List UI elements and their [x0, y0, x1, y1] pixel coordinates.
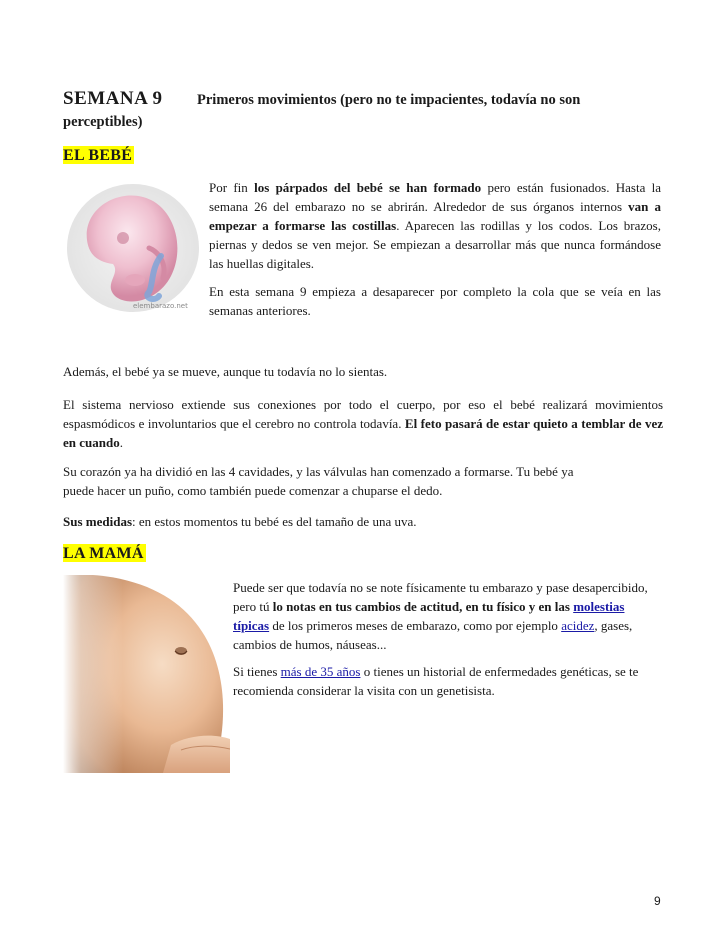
- acidez-link[interactable]: acidez: [561, 618, 595, 633]
- body-paragraph-heart: Su corazón ya ha dividió en las 4 cavidades, y las válvulas han comenzado a formarse. Tu bebé ya puede hacer un puño, como también puede comenzar a chuparse el dedo.: [63, 464, 574, 498]
- mom-paragraph-1: Puede ser que todavía no se note físicamente tu embarazo y pase desapercibido, pero tú lo notas en tus cambios de actitud, en tu físico y en las molestias típicas de los primeros meses de embarazo, como por ejemplo acidez, gases, cambios de humos, náuseas...: [233, 580, 648, 652]
- baby-section-heading: EL BEBÉ: [63, 147, 133, 164]
- week-subtitle: Primeros movimientos (pero no te impacientes, todavía no son: [197, 92, 581, 108]
- body-paragraph-movement: Además, el bebé ya se mueve, aunque tu todavía no lo sientas.: [63, 364, 388, 379]
- pregnant-belly-photo: [63, 575, 230, 773]
- page-number: 9: [654, 894, 661, 908]
- week-title: SEMANA 9: [63, 88, 163, 109]
- mom-paragraph-2: Si tienes más de 35 años o tienes un historial de enfermedades genéticas, se te recomienda considerar la visita con un genetisista.: [233, 664, 639, 698]
- body-paragraph-nervous-system: El sistema nervioso extiende sus conexiones por todo el cuerpo, por eso el bebé realizará movimientos espasmódicos e involuntarios que el cerebro no controla todavía. El feto pasará de estar quieto a temblar de vez en cuando.: [63, 397, 663, 450]
- week-subtitle-continued: perceptibles): [63, 114, 143, 130]
- mas-de-35-anos-link[interactable]: más de 35 años: [280, 664, 361, 679]
- molestias-tipicas-link[interactable]: molestias típicas: [233, 599, 625, 633]
- baby-paragraph-2: En esta semana 9 empieza a desaparecer por completo la cola que se veía en las semanas anteriores.: [209, 284, 661, 318]
- mom-section-heading: LA MAMÁ: [63, 545, 144, 562]
- svg-text:elembarazo.net: elembarazo.net: [133, 302, 188, 310]
- baby-paragraph-1: Por fin los párpados del bebé se han formado pero están fusionados. Hasta la semana 26 del embarazo no se abrirán. Alrededor de sus órganos internos van a empezar a formarse las costillas. Aparecen las rodillas y los codos. Los brazos, piernas y dedos se ven mejor. Se empiezan a desarrollar más que nunca formándose las huellas digitales.: [209, 180, 662, 271]
- body-paragraph-size: Sus medidas: en estos momentos tu bebé es del tamaño de una uva.: [63, 514, 417, 529]
- fetus-illustration: [63, 178, 201, 316]
